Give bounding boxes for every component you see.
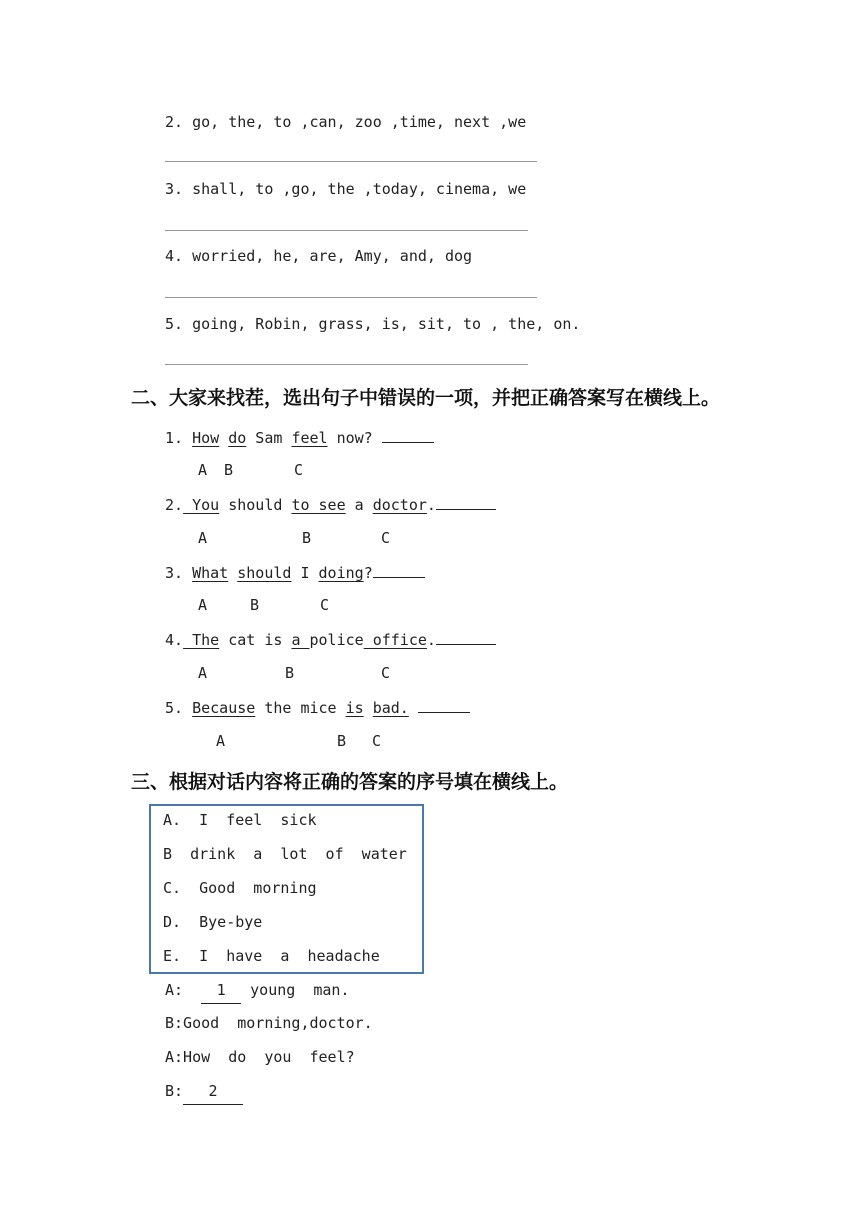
error-question-3: 3. What should I doing? — [165, 559, 425, 585]
dialogue-blank-1[interactable]: 1 — [201, 977, 241, 1004]
option-c: C. Good morning — [163, 879, 317, 897]
error-question-4: 4. The cat is a police office. — [165, 626, 496, 652]
answer-blank[interactable] — [436, 491, 496, 510]
option-a-text: How — [192, 429, 220, 447]
option-c-text: doing — [318, 564, 364, 582]
answer-blank[interactable] — [382, 424, 434, 443]
option-c-text: doctor — [372, 496, 427, 514]
section-3-heading: 三、根据对话内容将正确的答案的序号填在横线上。 — [131, 771, 569, 793]
option-b-text: should — [237, 564, 292, 582]
answer-blank[interactable] — [436, 626, 496, 645]
option-a: A. I feel sick — [163, 811, 317, 829]
reorder-item-2: 2. go, the, to ,can, zoo ,time, next ,we — [165, 113, 527, 131]
answer-line-2[interactable] — [165, 161, 537, 162]
option-b-text: is — [345, 699, 364, 717]
error-question-2: 2. You should to see a doctor. — [165, 491, 496, 517]
option-a-text: The — [183, 631, 220, 649]
dialogue-line-2: B:Good morning,doctor. — [165, 1014, 373, 1032]
option-b-text: a — [291, 631, 310, 649]
option-c-text: office — [363, 631, 427, 649]
answer-line-3[interactable] — [165, 230, 528, 231]
answer-blank[interactable] — [418, 694, 470, 713]
dialogue-blank-2[interactable]: 2 — [183, 1078, 243, 1105]
reorder-item-5: 5. going, Robin, grass, is, sit, to , the, on. — [165, 315, 581, 333]
option-e: E. I have a headache — [163, 947, 380, 965]
option-b-text: do — [228, 429, 247, 447]
option-c-text: feel — [291, 429, 328, 447]
dialogue-line-4: B: 2 — [165, 1078, 243, 1104]
reorder-item-3: 3. shall, to ,go, the ,today, cinema, we — [165, 180, 527, 198]
option-c-text: bad. — [372, 699, 409, 717]
dialogue-line-3: A:How do you feel? — [165, 1048, 355, 1066]
answer-blank[interactable] — [373, 559, 425, 578]
error-question-1: 1. How do Sam feel now? — [165, 424, 434, 450]
option-a-text: You — [183, 496, 220, 514]
section-2-heading: 二、大家来找茬，选出句子中错误的一项，并把正确答案写在横线上。 — [131, 387, 721, 409]
answer-line-4[interactable] — [165, 297, 537, 298]
option-d: D. Bye-bye — [163, 913, 263, 931]
dialogue-line-1: A: 1 young man. — [165, 977, 350, 1003]
option-b: B drink a lot of water — [163, 845, 407, 863]
reorder-item-4: 4. worried, he, are, Amy, and, dog — [165, 247, 473, 265]
error-question-5: 5. Because the mice is bad. — [165, 694, 470, 720]
option-a-text: What — [192, 564, 229, 582]
option-a-text: Because — [192, 699, 256, 717]
answer-line-5[interactable] — [165, 364, 528, 365]
option-b-text: to see — [291, 496, 346, 514]
